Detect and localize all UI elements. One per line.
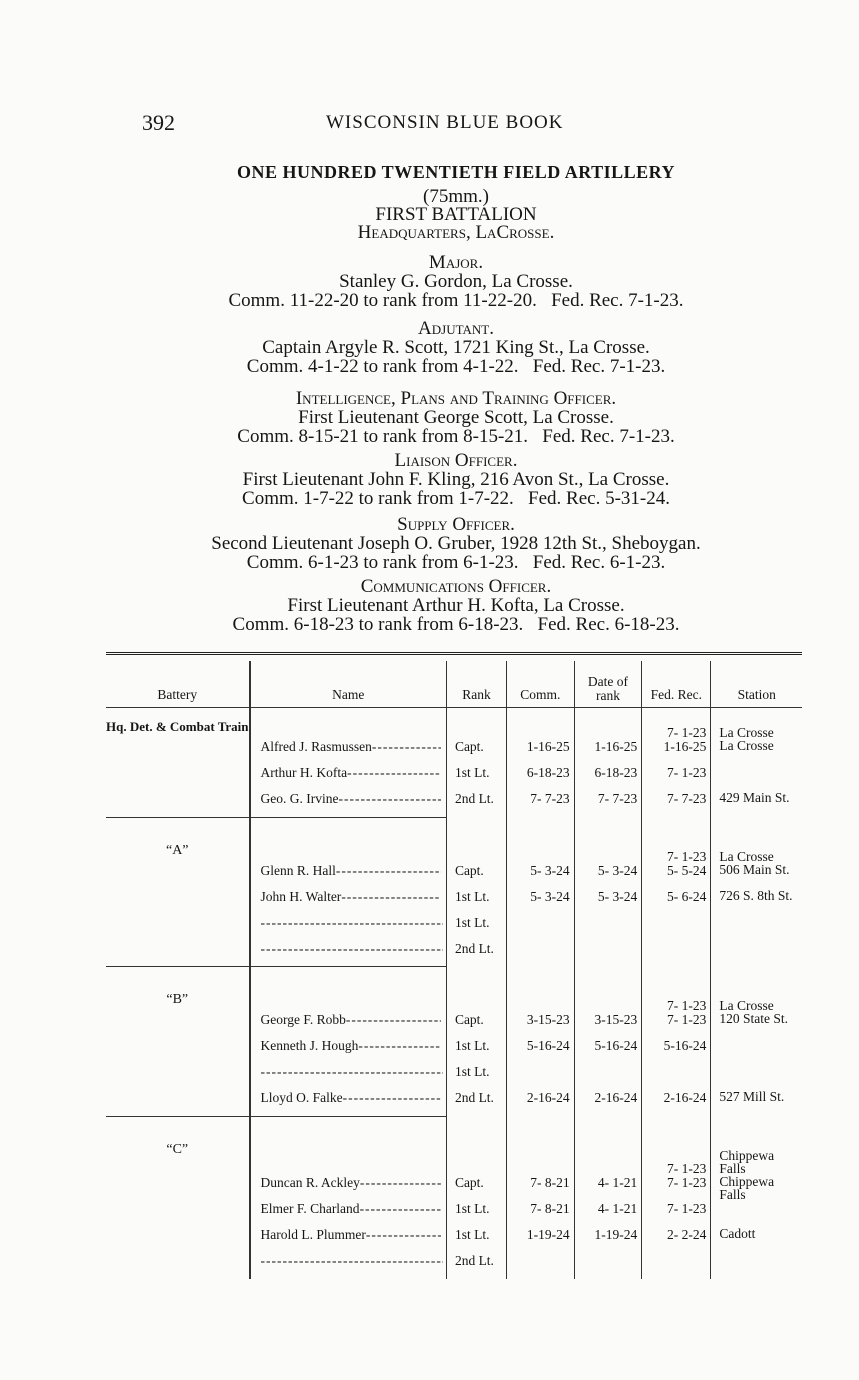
officer-name-text: John H. Walter (260, 888, 342, 904)
table-row (106, 765, 802, 791)
station (711, 1253, 802, 1279)
col-header-rank: Rank (446, 661, 506, 708)
leader-dots (261, 915, 443, 931)
fed-rec-date: 7- 1-23 (642, 765, 711, 791)
officer-name (250, 765, 447, 791)
running-title: WISCONSIN BLUE BOOK (326, 112, 564, 133)
battery-cell (106, 1090, 250, 1116)
station: 506 Main St. (711, 863, 802, 889)
leader-dots (360, 1175, 441, 1191)
officer-name-line: Stanley G. Gordon, La Crosse. (339, 271, 573, 292)
battery-cell (106, 1038, 250, 1064)
officer-commission-line: Comm. 1-7-22 to rank from 1-7-22. Fed. Rec. 5-31-24. (242, 488, 670, 509)
station: 726 S. 8th St. (711, 889, 802, 915)
group-separator (106, 967, 802, 982)
officer-name-text: Lloyd O. Falke (260, 1090, 343, 1105)
date-of-rank: 7- 7-23 (574, 791, 642, 817)
rank-cell (446, 708, 506, 740)
officer-title: Adjutant. (418, 318, 494, 339)
battery-roster-table (106, 652, 802, 1279)
station: La Crosse (711, 739, 802, 765)
rank: Capt. (446, 739, 506, 765)
fed-rec-cell: 7- 1-23 (642, 832, 711, 863)
table-row (106, 889, 802, 915)
fed-rec-cell: 7- 1-23 (642, 981, 711, 1012)
rank: 1st Lt. (446, 1227, 506, 1253)
battery-cell (106, 889, 250, 915)
fed-rec-date: 2-16-24 (642, 1090, 711, 1116)
page-number: 392 (142, 110, 175, 135)
officer-name (250, 1253, 447, 1279)
officer-name (250, 1012, 447, 1038)
col-header-date-of-rank: Date of rank (574, 661, 642, 708)
date-of-rank: 4- 1-21 (574, 1175, 642, 1201)
comm-cell (507, 832, 575, 863)
leader-dots (336, 863, 441, 879)
col-header-comm: Comm. (507, 661, 575, 708)
rank-cell (446, 981, 506, 1012)
date-of-rank (574, 1064, 642, 1090)
station-cell: La Crosse (711, 832, 802, 863)
battery-cell (106, 1227, 250, 1253)
rank: Capt. (446, 863, 506, 889)
date-of-rank (574, 941, 642, 967)
officer-name (250, 889, 447, 915)
station: 429 Main St. (711, 791, 802, 817)
fed-rec-date: 2- 2-24 (642, 1227, 711, 1253)
date-cell (574, 832, 642, 863)
comm-date: 3-15-23 (507, 1012, 575, 1038)
officer-name-line: First Lieutenant Arthur H. Kofta, La Crosse. (287, 595, 625, 616)
name-cell (250, 708, 447, 740)
battery-label: “A” (165, 842, 189, 858)
battery-cell (106, 915, 250, 941)
officer-title: Major. (428, 252, 484, 273)
col-header-fed-rec: Fed. Rec. (642, 661, 711, 708)
officer-name-line: Second Lieutenant Joseph O. Gruber, 1928 12th St., Sheboygan. (211, 533, 701, 554)
station: Cadott (711, 1227, 802, 1253)
table-row (106, 941, 802, 967)
officer-title: Intelligence, Plans and Training Officer. (295, 388, 617, 409)
battery-label: Hq. Det. & Combat Train (106, 719, 249, 734)
station (711, 765, 802, 791)
officer-name (250, 791, 447, 817)
name-cell (250, 981, 447, 1012)
officer-name (250, 863, 447, 889)
fed-rec-date (642, 1064, 711, 1090)
officer-name-text: Duncan R. Ackley (260, 1174, 360, 1190)
rank-cell (446, 832, 506, 863)
fed-rec-date: 7- 7-23 (642, 791, 711, 817)
table-row (106, 1090, 802, 1116)
fed-rec-date: 5- 5-24 (642, 863, 711, 889)
date-of-rank: 3-15-23 (574, 1012, 642, 1038)
leader-dots (366, 1227, 441, 1243)
leader-dots (343, 1090, 441, 1106)
comm-cell (507, 1131, 575, 1175)
fed-rec-date (642, 941, 711, 967)
officer-name-text: Glenn R. Hall (260, 862, 336, 878)
leader-dots (360, 1201, 441, 1217)
station-cell: La Crosse (711, 708, 802, 740)
name-cell (250, 1131, 447, 1175)
battery-label: “C” (166, 1141, 189, 1157)
table-row (106, 915, 802, 941)
battery-group-header-row (106, 832, 802, 863)
officer-title: Liaison Officer. (394, 450, 518, 471)
battery-group-header-row (106, 708, 802, 740)
date-of-rank: 4- 1-21 (574, 1201, 642, 1227)
date-of-rank (574, 915, 642, 941)
comm-date: 1-19-24 (507, 1227, 575, 1253)
table-row (106, 791, 802, 817)
rank: 1st Lt. (446, 889, 506, 915)
group-separator (106, 1116, 802, 1131)
officer-name-text: Geo. G. Irvine (260, 791, 339, 806)
officer-name-line: First Lieutenant John F. Kling, 216 Avon St., La Crosse. (242, 469, 670, 490)
fed-rec-date (642, 915, 711, 941)
fed-rec-date: 1-16-25 (642, 739, 711, 765)
battery-cell (106, 941, 250, 967)
table-row (106, 1253, 802, 1279)
station (711, 1038, 802, 1064)
rank-cell (446, 1131, 506, 1175)
table-row (106, 1201, 802, 1227)
officer-name-line: Captain Argyle R. Scott, 1721 King St., La Crosse. (262, 337, 650, 358)
officer-title: Communications Officer. (360, 576, 552, 597)
station (711, 1201, 802, 1227)
comm-cell (507, 708, 575, 740)
col-header-battery: Battery (106, 661, 250, 708)
officer-name (250, 1201, 447, 1227)
fed-rec-date (642, 1253, 711, 1279)
station-cell: Chippewa Falls (711, 1131, 802, 1175)
comm-date: 5- 3-24 (507, 863, 575, 889)
station (711, 941, 802, 967)
rank: 2nd Lt. (446, 791, 506, 817)
rank: 2nd Lt. (446, 1253, 506, 1279)
col-header-station: Station (711, 661, 802, 708)
page-header (142, 110, 602, 140)
rank: 1st Lt. (446, 1038, 506, 1064)
officer-name (250, 1090, 447, 1116)
fed-rec-cell: 7- 1-23 (642, 708, 711, 740)
rank: 2nd Lt. (446, 1090, 506, 1116)
officer-commission-line: Comm. 4-1-22 to rank from 4-1-22. Fed. Rec. 7-1-23. (246, 356, 666, 377)
date-of-rank: 1-19-24 (574, 1227, 642, 1253)
officer-name (250, 739, 447, 765)
date-of-rank: 6-18-23 (574, 765, 642, 791)
leader-dots (339, 791, 441, 807)
comm-date: 6-18-23 (507, 765, 575, 791)
leader-dots (261, 1253, 443, 1269)
date-cell (574, 1131, 642, 1175)
battery-label: “B” (166, 992, 189, 1007)
table-row (106, 1064, 802, 1090)
comm-date: 7- 7-23 (507, 791, 575, 817)
rank: Capt. (446, 1012, 506, 1038)
unit-subtitle: (75mm.) (423, 186, 489, 207)
officer-name (250, 941, 447, 967)
comm-date: 7- 8-21 (507, 1201, 575, 1227)
col-header-name: Name (250, 661, 447, 708)
comm-date: 1-16-25 (507, 739, 575, 765)
date-of-rank: 5-16-24 (574, 1038, 642, 1064)
table-row (106, 1227, 802, 1253)
station (711, 915, 802, 941)
unit-title: ONE HUNDRED TWENTIETH FIELD ARTILLERY (237, 162, 675, 182)
date-of-rank: 2-16-24 (574, 1090, 642, 1116)
battery-group-header-row (106, 1131, 802, 1175)
leader-dots (347, 765, 440, 781)
officer-name (250, 1175, 447, 1201)
rank: Capt. (446, 1175, 506, 1201)
table-row (106, 1038, 802, 1064)
comm-cell (507, 981, 575, 1012)
rank: 1st Lt. (446, 1201, 506, 1227)
fed-rec-date: 5-16-24 (642, 1038, 711, 1064)
officer-commission-line: Comm. 6-1-23 to rank from 6-1-23. Fed. Rec. 6-1-23. (246, 552, 666, 573)
officer-name-text: Harold L. Plummer (260, 1226, 366, 1242)
group-separator (106, 817, 802, 832)
station: 120 State St. (711, 1012, 802, 1038)
station: Chippewa Falls (711, 1175, 802, 1201)
battery-cell (106, 791, 250, 817)
comm-date (507, 1064, 575, 1090)
officer-commission-line: Comm. 11-22-20 to rank from 11-22-20. Fed. Rec. 7-1-23. (228, 290, 684, 311)
comm-date (507, 915, 575, 941)
headquarters-line: Headquarters, LaCrosse. (357, 222, 555, 243)
officer-name-text: Arthur H. Kofta (260, 765, 348, 780)
comm-date: 7- 8-21 (507, 1175, 575, 1201)
rank: 2nd Lt. (446, 941, 506, 967)
station (711, 1064, 802, 1090)
leader-dots (358, 1038, 440, 1054)
comm-date (507, 941, 575, 967)
officer-name (250, 1038, 447, 1064)
officer-name-line: First Lieutenant George Scott, La Crosse. (298, 407, 614, 428)
officer-commission-line: Comm. 8-15-21 to rank from 8-15-21. Fed. Rec. 7-1-23. (237, 426, 675, 447)
officer-commission-line: Comm. 6-18-23 to rank from 6-18-23. Fed. Rec. 6-18-23. (232, 614, 680, 635)
station: 527 Mill St. (711, 1090, 802, 1116)
rank: 1st Lt. (446, 1064, 506, 1090)
date-of-rank: 5- 3-24 (574, 889, 642, 915)
officer-title: Supply Officer. (397, 514, 515, 535)
fed-rec-date: 7- 1-23 (642, 1175, 711, 1201)
station-cell: La Crosse (711, 981, 802, 1012)
battery-cell (106, 1253, 250, 1279)
leader-dots (341, 889, 440, 905)
battery-group-header-row (106, 981, 802, 1012)
officer-name (250, 1227, 447, 1253)
battalion-title: FIRST BATTALION (375, 204, 537, 225)
name-cell (250, 832, 447, 863)
officer-name-text: George F. Robb (260, 1012, 346, 1027)
battery-cell (106, 765, 250, 791)
comm-date: 5- 3-24 (507, 889, 575, 915)
date-cell (574, 981, 642, 1012)
comm-date: 2-16-24 (507, 1090, 575, 1116)
battery-cell (106, 1201, 250, 1227)
fed-rec-date: 7- 1-23 (642, 1201, 711, 1227)
date-of-rank: 1-16-25 (574, 739, 642, 765)
leader-dots (261, 1064, 443, 1080)
leader-dots (372, 739, 441, 755)
leader-dots (261, 941, 443, 957)
officer-name-text: Elmer F. Charland (260, 1200, 360, 1216)
battery-cell (106, 1064, 250, 1090)
comm-date (507, 1253, 575, 1279)
comm-date: 5-16-24 (507, 1038, 575, 1064)
officer-name (250, 1064, 447, 1090)
officer-name-text: Alfred J. Rasmussen (260, 739, 372, 754)
officer-name-text: Kenneth J. Hough (260, 1038, 359, 1053)
fed-rec-cell: 7- 1-23 (642, 1131, 711, 1175)
fed-rec-date: 5- 6-24 (642, 889, 711, 915)
date-of-rank: 5- 3-24 (574, 863, 642, 889)
rank: 1st Lt. (446, 765, 506, 791)
rank: 1st Lt. (446, 915, 506, 941)
date-of-rank (574, 1253, 642, 1279)
date-cell (574, 708, 642, 740)
fed-rec-date: 7- 1-23 (642, 1012, 711, 1038)
officer-name (250, 915, 447, 941)
leader-dots (346, 1012, 441, 1028)
